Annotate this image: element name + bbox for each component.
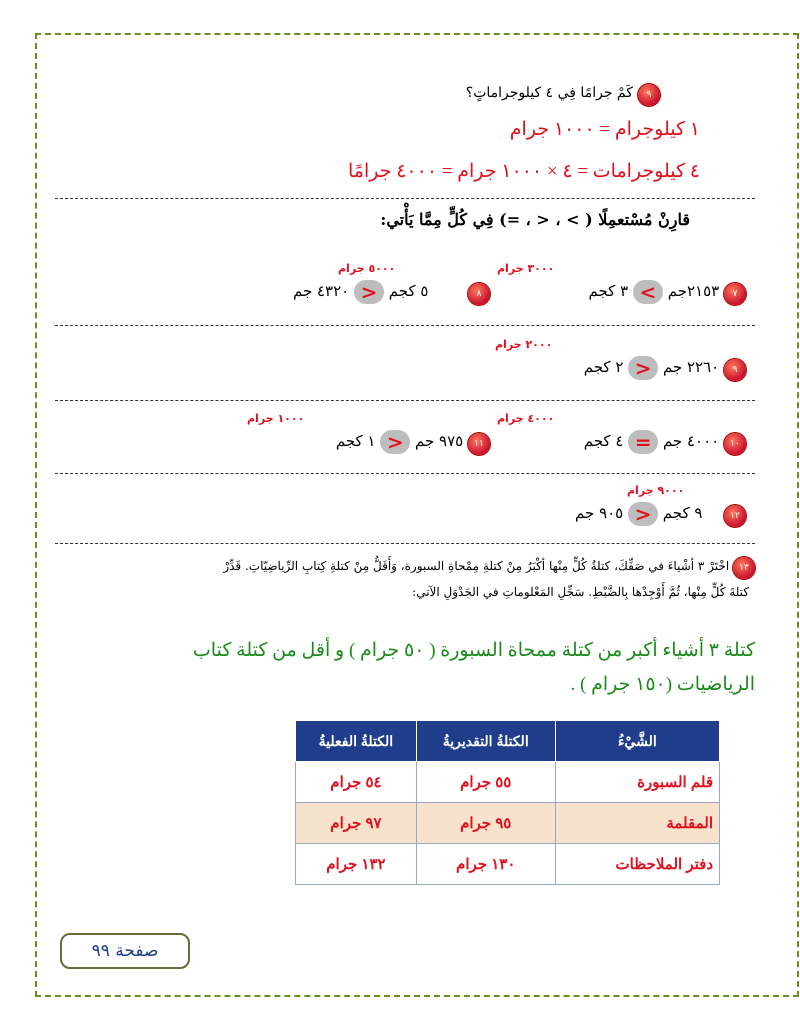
compare-right: ٩٠٥ جم xyxy=(575,504,624,522)
table-cell: المقلمة xyxy=(555,803,719,844)
mass-table xyxy=(295,720,720,885)
header-object: الشَّيْءُ xyxy=(555,721,719,762)
compare-left: ٩ كجم xyxy=(662,504,703,522)
table-cell: ٩٧ جرام xyxy=(296,803,417,844)
q13-text-1: اخْتَرْ ٣ أشْياءَ في صَفِّكَ، كتلةُ كُلٍّ مِنْها أكْبَرُ مِنْ كتلةِ مِمْحاةِ السبورة، وَأَقَلُّ مِنْ كتلةِ كِتابِ الرِّياضِيّاتِ. قَدِّرْ xyxy=(223,559,730,573)
compare-symbol: < xyxy=(628,356,658,380)
q13-answer xyxy=(35,634,755,702)
compare-item-12 xyxy=(575,502,746,527)
table-cell: دفتر الملاحظات xyxy=(555,844,719,885)
compare-item-7 xyxy=(589,280,746,305)
compare-note: ٢٠٠٠ جرام xyxy=(495,338,553,351)
compare-note: ٣٠٠٠ جرام xyxy=(497,262,555,275)
compare-right: ٤ كجم xyxy=(583,432,624,450)
table-cell: ٩٥ جرام xyxy=(416,803,555,844)
table-row xyxy=(296,803,720,844)
compare-note: ٥٠٠٠ جرام xyxy=(338,262,396,275)
compare-right: ١ كجم xyxy=(335,432,376,450)
compare-symbol: > xyxy=(633,280,663,304)
divider xyxy=(55,543,755,544)
item-number-badge: ١٢ xyxy=(724,505,746,527)
divider xyxy=(55,325,755,326)
compare-symbol: < xyxy=(380,430,410,454)
q13-answer-line2: الرياضيات (١٥٠ جرام ) . xyxy=(570,674,755,695)
question-9 xyxy=(140,82,660,106)
table-header-row xyxy=(296,721,720,762)
question-number-badge: ١٣ xyxy=(733,557,755,579)
compare-left: ٩٧٥ جم xyxy=(415,432,464,450)
divider xyxy=(55,473,755,474)
item-number-badge: ٩ xyxy=(724,359,746,381)
table-cell: ١٣٢ جرام xyxy=(296,844,417,885)
compare-symbol: < xyxy=(628,502,658,526)
q13-line1 xyxy=(35,553,755,579)
divider xyxy=(55,198,755,199)
compare-right: ٢ كجم xyxy=(583,358,624,376)
compare-left: ٥ كجم xyxy=(388,282,429,300)
q13-answer-line1: كتلة ٣ أشياء أكبر من كتلة ممحاة السبورة ( ٥٠ جرام ) و أقل من كتلة كتاب xyxy=(192,640,755,661)
compare-symbol: = xyxy=(628,430,658,454)
item-number-badge: ٨ xyxy=(468,283,490,305)
table-cell: ٥٤ جرام xyxy=(296,762,417,803)
q9-answer-line1: ١ كيلوجرام = ١٠٠٠ جرام xyxy=(509,119,700,140)
compare-left: ٢١٥٣جم xyxy=(667,282,720,300)
compare-symbol: < xyxy=(354,280,384,304)
header-actual: الكتلةُ الفعليةُ xyxy=(296,721,417,762)
question-number-badge: ٩ xyxy=(638,84,660,106)
table-row xyxy=(296,762,720,803)
compare-item-10 xyxy=(584,430,746,455)
item-number-badge: ١١ xyxy=(468,433,490,455)
compare-note: ٩٠٠٠ جرام xyxy=(627,484,685,497)
compare-instruction: قارِنْ مُسْتعمِلًا ( > ، < ، =) فِي كُلٍّ مِمَّا يَأْتي: xyxy=(380,210,690,229)
table-row xyxy=(296,844,720,885)
question-13 xyxy=(35,553,755,605)
item-number-badge: ٧ xyxy=(724,283,746,305)
table-cell: ١٣٠ جرام xyxy=(416,844,555,885)
compare-right: ٣ كجم xyxy=(588,282,629,300)
table-cell: قلم السبورة xyxy=(555,762,719,803)
compare-item-8 xyxy=(293,280,490,305)
compare-item-11 xyxy=(336,430,490,455)
compare-item-9 xyxy=(584,356,746,381)
compare-note: ١٠٠٠ جرام xyxy=(247,412,305,425)
q9-answer-line2: ٤ كيلوجرامات = ٤ × ١٠٠٠ جرام = ٤٠٠٠ جرامًا xyxy=(347,161,700,182)
compare-left: ٤٠٠٠ جم xyxy=(662,432,720,450)
table-cell: ٥٥ جرام xyxy=(416,762,555,803)
page-number-label: صفحة ٩٩ xyxy=(60,933,190,969)
compare-right: ٤٣٢٠ جم xyxy=(292,282,350,300)
compare-left: ٢٢٦٠ جم xyxy=(662,358,720,376)
header-estimated: الكتلةُ التقديريةُ xyxy=(416,721,555,762)
item-number-badge: ١٠ xyxy=(724,433,746,455)
compare-note: ٤٠٠٠ جرام xyxy=(497,412,555,425)
divider xyxy=(55,400,755,401)
q13-text-2: كتلةَ كُلٍّ مِنْها، ثُمَّ أَوْجِدْها بِالضَّبْطِ. سَجِّلِ المَعْلوماتِ في الجَدْوَلِ الآتي: xyxy=(412,585,749,599)
question-text: كَمْ جرامًا فِي ٤ كيلوجراماتٍ؟ xyxy=(465,85,633,101)
